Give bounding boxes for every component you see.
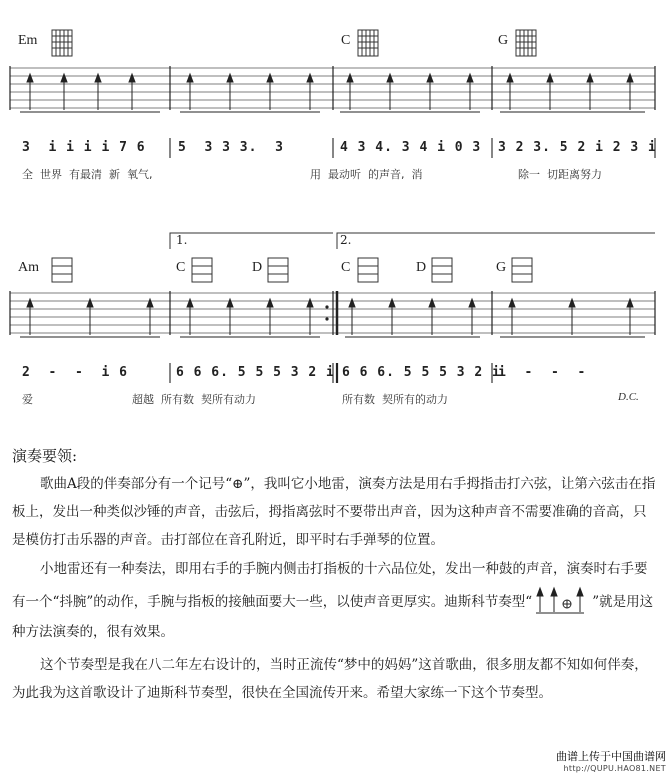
chord-label: C (341, 33, 351, 48)
score-system-1 (0, 0, 668, 230)
chord-label: Am (18, 260, 39, 275)
tab-staff-1 (0, 0, 668, 230)
jianpu-measure: 6 6 6. 5 5 5 3 2 i (176, 365, 335, 380)
notes-heading: 演奏要领: (12, 447, 78, 465)
jianpu-measure: 2 - - i 6 (22, 365, 128, 380)
rhythm-pattern-icon (532, 584, 592, 614)
chord-label: C (176, 260, 186, 275)
volta-label: 2. (340, 233, 352, 247)
notes-text: 小地雷还有一种奏法，即用右手的手腕内侧击打指板的十六品位处，发出一种鼓的声音，演奏时右手要有一个“抖腕”的动作，手腕与指板的接触面要大一些，以使声音更厚实。迪斯科节奏型“ (12, 561, 648, 610)
jianpu-measure: i - - - (498, 365, 587, 380)
chord-diagram-c (358, 30, 378, 56)
chord-label: G (498, 33, 509, 48)
site-watermark (530, 748, 666, 773)
lyrics-line: 所有数 契所有的动力 (342, 393, 448, 406)
jianpu-measure: 4 3 4. 3 4 i 0 3 (340, 140, 482, 155)
volta-label: 1. (176, 233, 188, 247)
jianpu-measure: 6 6 6. 5 5 5 3 2 i (342, 365, 501, 380)
lyrics-line: 超越 所有数 契所有动力 (132, 393, 256, 406)
notes-text: ”就是用这种方法演奏的，很有效果。 (12, 594, 654, 640)
lyrics-line: 用 最动听 的声音, 消 (310, 168, 423, 181)
jianpu-measure: 3 i i i i 7 6 (22, 140, 146, 155)
tab-staff-2 (0, 225, 668, 415)
lyrics-line: 除一 切距离努力 (518, 168, 602, 181)
notes-paragraph: 这个节奏型是我在八二年左右设计的，当时正流传“梦中的妈妈”这首歌曲，很多朋友都不知如何伴奏，为此我为这首歌设计了迪斯科节奏型，很快在全国流传开来。希望大家练一下这个节奏型。 (12, 657, 648, 701)
chord-label: D (416, 260, 427, 275)
chord-label: D (252, 260, 263, 275)
chord-diagram-em (52, 30, 72, 56)
watermark-title: 曲谱上传于中国曲谱网 (556, 750, 666, 763)
notes-paragraph (12, 554, 656, 647)
jianpu-measure: 3 2 3. 5 2 i 2 3 i (498, 140, 657, 155)
chord-label: G (496, 260, 507, 275)
performance-notes (12, 442, 656, 707)
notes-paragraph: 歌曲A段的伴奏部分有一个记号“⊕”，我叫它小地雷，演奏方法是用右手拇指击打六弦，让第六弦击在指板上，发出一种类似沙锤的声音，击弦后，拇指离弦时不要带出声音，因为这种声音不需要准确的音高，只是模仿打击乐器的声音。击打部位在音孔附近，即平时右手弹琴的位置。 (12, 476, 656, 548)
chord-diagram-g (516, 30, 536, 56)
jianpu-measure: 5 3 3 3. 3 (178, 140, 284, 155)
lyrics-line: 全 世界 有最清 新 氧气, (22, 168, 153, 181)
dc-marking: D.C. (618, 391, 639, 403)
lyrics-line: 爱 (22, 393, 33, 406)
watermark-url: http://QUPU.HAO81.NET (563, 764, 666, 773)
chord-label: Em (18, 33, 38, 48)
score-system-2 (0, 225, 668, 415)
chord-label: C (341, 260, 351, 275)
